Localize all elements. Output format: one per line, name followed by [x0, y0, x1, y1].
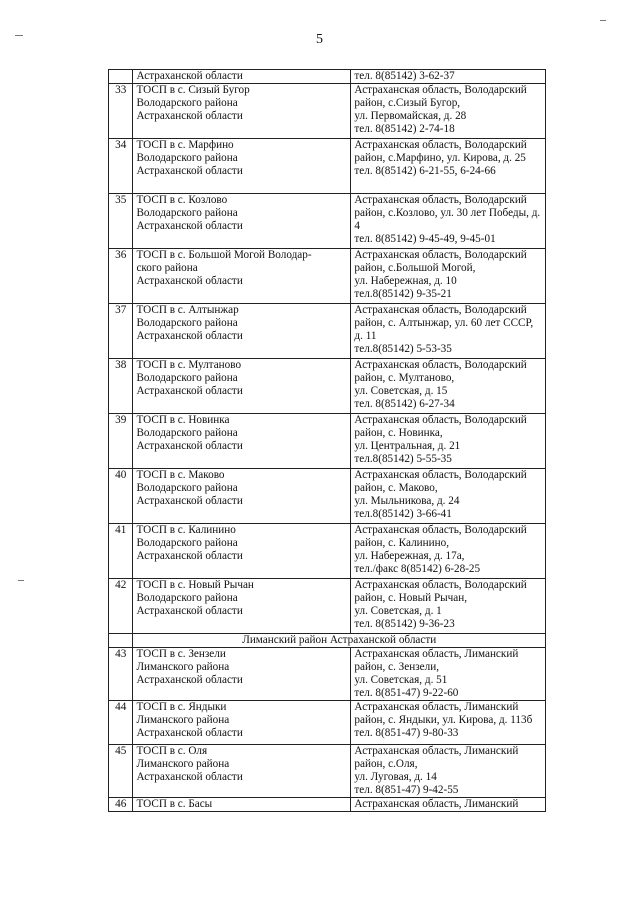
- section-header-row: [109, 634, 546, 648]
- organization-name: ТОСП в с. Оля Лиманского района Астраханской области: [133, 745, 351, 798]
- row-number: 33: [109, 84, 133, 139]
- table-row-continuation: [109, 70, 546, 84]
- row-number: 46: [109, 798, 133, 812]
- table-row: [109, 701, 546, 745]
- row-number: 38: [109, 359, 133, 414]
- organization-name: Астраханской области: [133, 70, 351, 84]
- table-row: [109, 414, 546, 469]
- table-row: [109, 84, 546, 139]
- table-row: [109, 648, 546, 701]
- row-number: 45: [109, 745, 133, 798]
- organization-name: ТОСП в с. Алтынжар Володарского района Астраханской области: [133, 304, 351, 359]
- table-body: [109, 70, 546, 812]
- organization-name: ТОСП в с. Большой Могой Володар- ского района Астраханской области: [133, 249, 351, 304]
- table-row: [109, 359, 546, 414]
- organization-name: ТОСП в с. Калинино Володарского района Астраханской области: [133, 524, 351, 579]
- row-number: 34: [109, 139, 133, 194]
- table-row: [109, 139, 546, 194]
- organization-address: Астраханская область, Володарский район, с.Сизый Бугор, ул. Первомайская, д. 28 тел. 8(85142) 2-74-18: [351, 84, 546, 139]
- organizations-table: [108, 69, 546, 812]
- organization-name: ТОСП в с. Маково Володарского района Астраханской области: [133, 469, 351, 524]
- scan-speck: [600, 20, 606, 21]
- organization-name: ТОСП в с. Козлово Володарского района Астраханской области: [133, 194, 351, 249]
- organization-address: Астраханская область, Лиманский район, с. Яндыки, ул. Кирова, д. 113б тел. 8(851-47) 9-80-33: [351, 701, 546, 745]
- organization-address: тел. 8(85142) 3-62-37: [351, 70, 546, 84]
- scan-speck: [15, 35, 23, 36]
- organization-address: Астраханская область, Володарский район, с. Мултаново, ул. Советская, д. 15 тел. 8(85142) 6-27-34: [351, 359, 546, 414]
- table-row: [109, 194, 546, 249]
- scan-speck: [18, 580, 24, 581]
- organization-address: Астраханская область, Лиманский: [351, 798, 546, 812]
- organization-address: Астраханская область, Володарский район, с. Новинка, ул. Центральная, д. 21 тел.8(85142) 5-55-35: [351, 414, 546, 469]
- table-row: [109, 798, 546, 812]
- table-row: [109, 469, 546, 524]
- organization-name: ТОСП в с. Басы: [133, 798, 351, 812]
- organization-address: Астраханская область, Лиманский район, с. Зензели, ул. Советская, д. 51 тел. 8(851-47) 9-22-60: [351, 648, 546, 701]
- organization-address: Астраханская область, Володарский район, с. Новый Рычан, ул. Советская, д. 1 тел. 8(85142) 9-36-23: [351, 579, 546, 634]
- organization-address: Астраханская область, Володарский район, с.Большой Могой, ул. Набережная, д. 10 тел.8(85142) 9-35-21: [351, 249, 546, 304]
- row-number: 36: [109, 249, 133, 304]
- row-number: 40: [109, 469, 133, 524]
- organization-address: Астраханская область, Володарский район, с. Алтынжар, ул. 60 лет СССР, д. 11 тел.8(85142) 5-53-35: [351, 304, 546, 359]
- organization-address: Астраханская область, Володарский район, с.Марфино, ул. Кирова, д. 25 тел. 8(85142) 6-21-55, 6-24-66: [351, 139, 546, 194]
- organization-name: ТОСП в с. Яндыки Лиманского района Астраханской области: [133, 701, 351, 745]
- organization-name: ТОСП в с. Новинка Володарского района Астраханской области: [133, 414, 351, 469]
- row-number: 39: [109, 414, 133, 469]
- table-row: [109, 579, 546, 634]
- section-header: Лиманский район Астраханской области: [133, 634, 546, 648]
- row-number: 42: [109, 579, 133, 634]
- organization-name: ТОСП в с. Зензели Лиманского района Астраханской области: [133, 648, 351, 701]
- organization-address: Астраханская область, Володарский район, с.Козлово, ул. 30 лет Победы, д. 4 тел. 8(85142) 9-45-49, 9-45-01: [351, 194, 546, 249]
- organization-address: Астраханская область, Володарский район, с. Калинино, ул. Набережная, д. 17а, тел./факс 8(85142) 6-28-25: [351, 524, 546, 579]
- organization-name: ТОСП в с. Новый Рычан Володарского района Астраханской области: [133, 579, 351, 634]
- row-number: 35: [109, 194, 133, 249]
- organization-name: ТОСП в с. Марфино Володарского района Астраханской области: [133, 139, 351, 194]
- organization-name: ТОСП в с. Мултаново Володарского района Астраханской области: [133, 359, 351, 414]
- row-number: 37: [109, 304, 133, 359]
- organization-address: Астраханская область, Лиманский район, с.Оля, ул. Луговая, д. 14 тел. 8(851-47) 9-42-55: [351, 745, 546, 798]
- row-number: 41: [109, 524, 133, 579]
- table-row: [109, 249, 546, 304]
- table-row: [109, 304, 546, 359]
- table-row: [109, 524, 546, 579]
- organization-name: ТОСП в с. Сизый Бугор Володарского района Астраханской области: [133, 84, 351, 139]
- section-number-cell: [109, 634, 133, 648]
- row-number: 44: [109, 701, 133, 745]
- row-number: [109, 70, 133, 84]
- row-number: 43: [109, 648, 133, 701]
- table-row: [109, 745, 546, 798]
- organization-address: Астраханская область, Володарский район, с. Маково, ул. Мыльникова, д. 24 тел.8(85142) 3-66-41: [351, 469, 546, 524]
- page-number: 5: [316, 32, 323, 47]
